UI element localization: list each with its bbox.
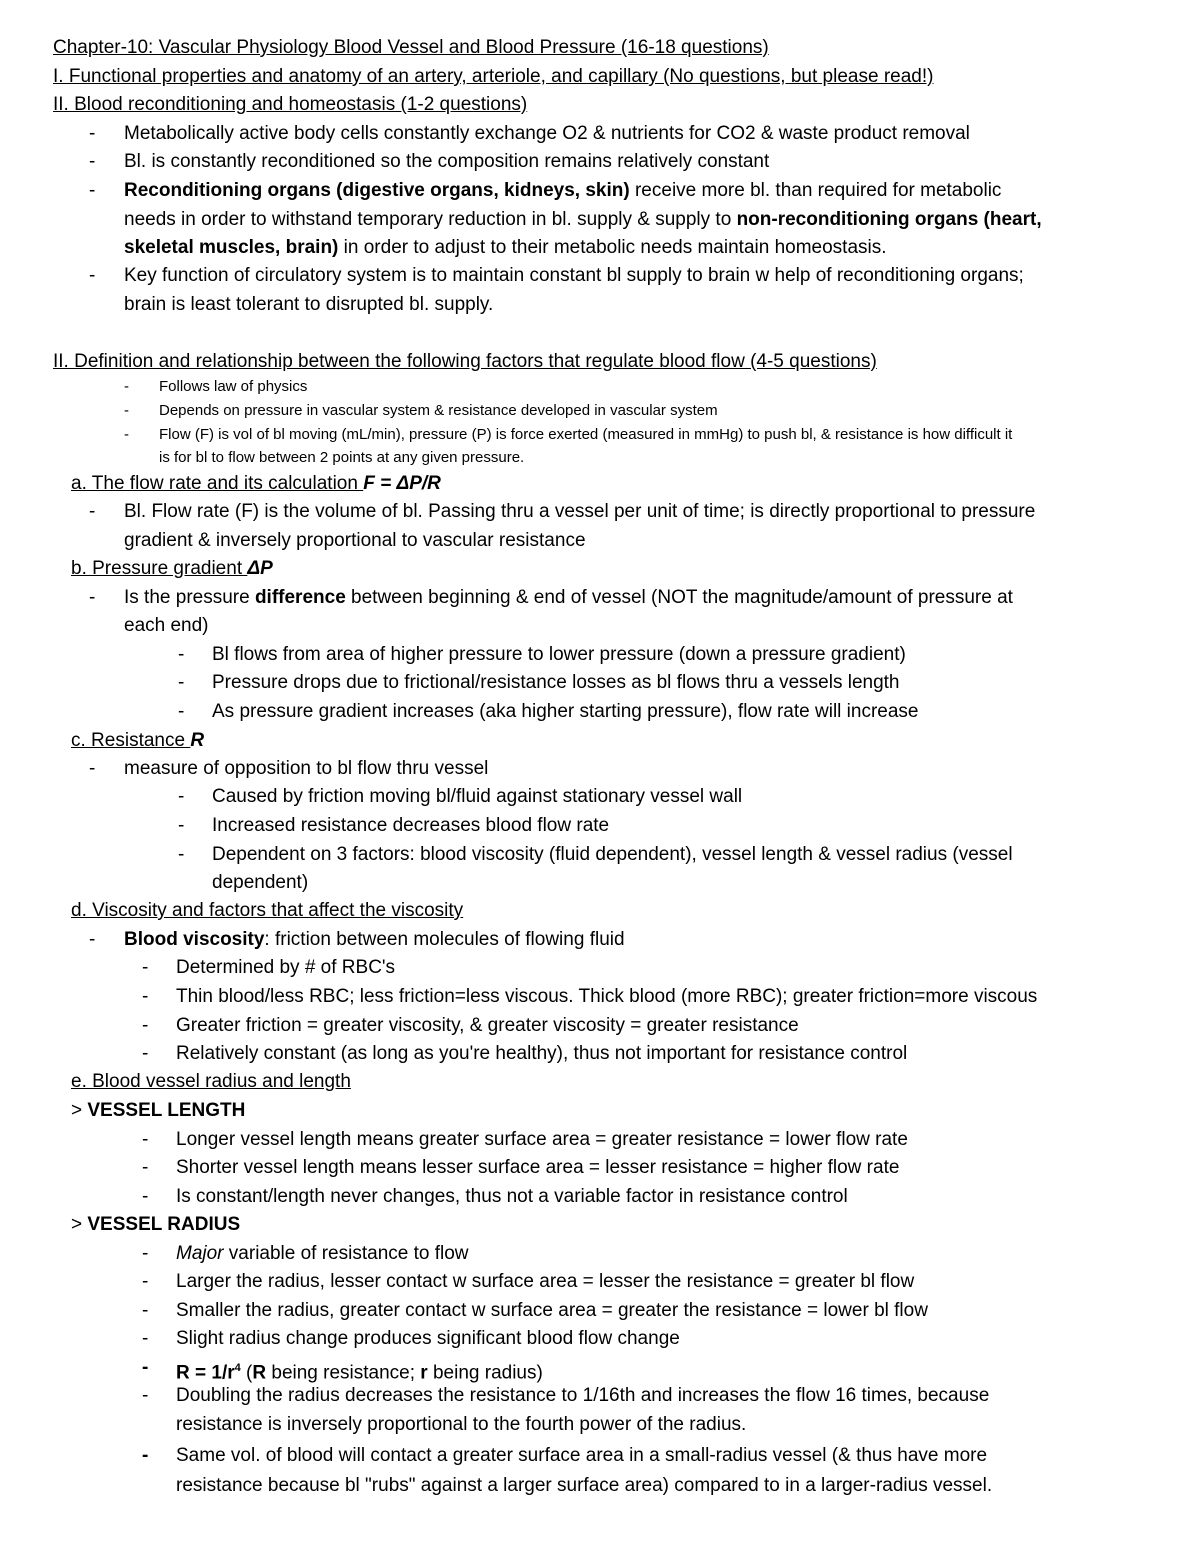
- vessel-length-heading: > VESSEL LENGTH: [71, 1100, 246, 1121]
- list-item-continuation: needs in order to withstand temporary reduction in bl. supply & supply to non-reconditioning organs (heart,: [124, 209, 1042, 230]
- subsection-b-heading: b. Pressure gradient ΔP: [71, 558, 273, 579]
- vessel-radius-heading: > VESSEL RADIUS: [71, 1214, 241, 1235]
- subsection-e-heading: e. Blood vessel radius and length: [71, 1071, 351, 1092]
- section-3-heading: II. Definition and relationship between the following factors that regulate blood flow (4-5 questions): [53, 351, 877, 372]
- subsection-c-heading: c. Resistance R: [71, 730, 205, 751]
- list-item-continuation: skeletal muscles, brain) in order to adjust to their metabolic needs maintain homeostasis.: [124, 237, 887, 258]
- list-item-continuation: each end): [124, 615, 209, 636]
- section-1-heading: I. Functional properties and anatomy of an artery, arteriole, and capillary (No questions, but please read!): [53, 66, 934, 87]
- list-item-continuation: is for bl to flow between 2 points at any given pressure.: [159, 449, 525, 466]
- list-item-continuation: brain is least tolerant to disrupted bl. supply.: [124, 294, 494, 315]
- subsection-a-heading: a. The flow rate and its calculation F = ΔP/R: [71, 473, 441, 494]
- list-item-continuation: dependent): [212, 872, 309, 893]
- chapter-title: Chapter-10: Vascular Physiology Blood Vessel and Blood Pressure (16-18 questions): [53, 37, 769, 58]
- list-item-continuation: resistance is inversely proportional to the fourth power of the radius.: [176, 1414, 747, 1435]
- document-page: Chapter-10: Vascular Physiology Blood Vessel and Blood Pressure (16-18 questions) I. Functional properties and anatomy of an artery, arteriole, and capillary (No questions, but please read!) II. Blood reconditioning and homeostasis (1-2 questions) - Metabolically active body cells constantly exchange O2 & nutrients for CO2 & waste product removal - Bl. is constantly reconditioned so the composition remains relatively constant - Reconditioning organs (digestive organs, kidneys, skin) receive more bl. than required for metabolic needs in order to withstand temporary reduction in bl. supply & supply to non-reconditioning organs (heart, skeletal muscles, brain) in order to adjust to their metabolic needs maintain homeostasis. - Key function of circulatory system is to maintain constant bl supply to brain w help of reconditioning organs; brain is least tolerant to disrupted bl. supply. II. Definition and relationship between the following factors that regulate blood flow (4-5 questions) - Follows law of physics - Depends on pressure in vascular system & resistance developed in vascular system - Flow (F) is vol of bl moving (mL/min), pressure (P) is force exerted (measured in mmHg) to push bl, & resistance is how difficult it is for bl to flow between 2 points at any given pressure. a. The flow rate and its calculation F = ΔP/R - Bl. Flow rate (F) is the volume of bl. Passing thru a vessel per unit of time; is directly proportional to pressure gradient & inversely proportional to vascular resistance b. Pressure gradient ΔP - Is the pressure difference between beginning & end of vessel (NOT the magnitude/amount of pressure at each end) - Bl flows from area of higher pressure to lower pressure (down a pressure gradient) - Pressure drops due to frictional/resistance losses as bl flows thru a vessels length - As pressure gradient increases (aka higher starting pressure), flow rate will increase c. Resistance R - measure of opposition to bl flow thru vessel - Caused by friction moving bl/fluid against stationary vessel wall - Increased resistance decreases blood flow rate - Dependent on 3 factors: blood viscosity (fluid dependent), vessel length & vessel radius (vessel dependent) d. Viscosity and factors that affect the viscosity - Blood viscosity: friction between molecules of flowing fluid - Determined by # of RBC's - Thin blood/less RBC; less friction=less viscous. Thick blood (more RBC); greater friction=more viscous - Greater friction = greater viscosity, & greater viscosity = greater resistance - Relatively constant (as long as you're healthy), thus not important for resistance control e. Blood vessel radius and length > VESSEL LENGTH - Longer vessel length means greater surface area = greater resistance = lower flow rate - Shorter vessel length means lesser surface area = lesser resistance = higher flow rate - Is constant/length never changes, thus not a variable factor in resistance control > VESSEL RADIUS - Major variable of resistance to flow - Larger the radius, lesser contact w surface area = lesser the resistance = greater bl flow - Smaller the radius, greater contact w surface area = greater the resistance = lower bl flow - Slight radius change produces significant blood flow change - $R = 1/r^4$ (R being resistance; r being radius) - Doubling the radius decreases the resistance to 1/16th and increases the flow 16 times, because resistance is inversely proportional to the fourth power of the radius. - Same vol. of blood will contact a greater surface area in a small-radius vessel (& thus have more resistance because bl "rubs" against a larger surface area) compared to in a larger-radius vessel.: [0, 0, 1200, 1553]
- list-item-continuation: resistance because bl "rubs" against a larger surface area) compared to in a larger-radius vessel.: [176, 1475, 993, 1496]
- subsection-d-heading: d. Viscosity and factors that affect the viscosity: [71, 900, 464, 921]
- list-item-continuation: gradient & inversely proportional to vascular resistance: [124, 530, 586, 551]
- section-2-heading: II. Blood reconditioning and homeostasis (1-2 questions): [53, 94, 528, 115]
